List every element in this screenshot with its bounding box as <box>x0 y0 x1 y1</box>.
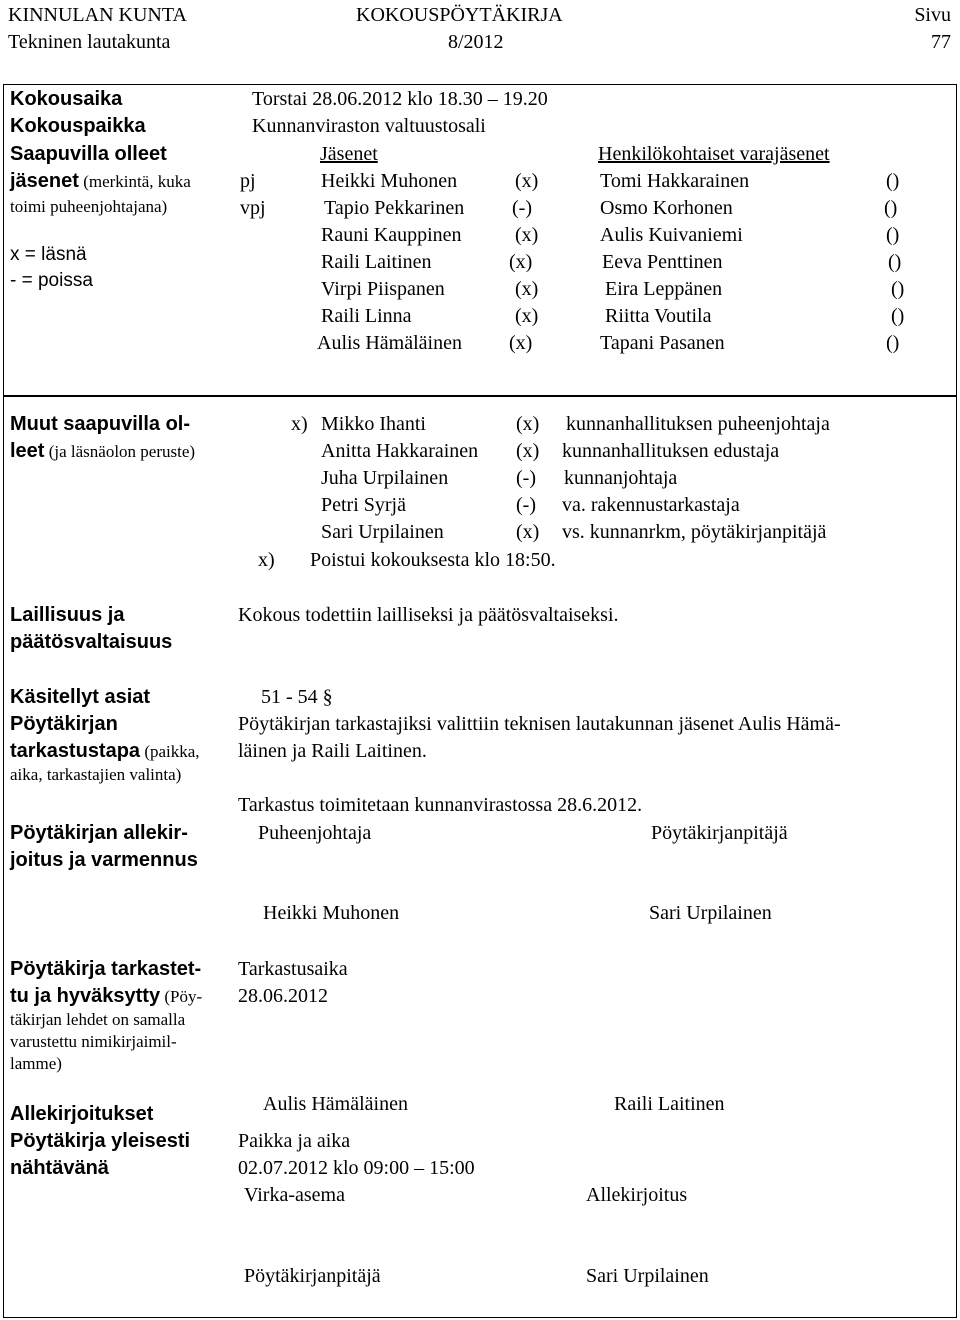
deputy-name: Eira Leppänen <box>605 278 723 300</box>
signer-2: Raili Laitinen <box>614 1093 725 1115</box>
approval-label-rest: (Pöy- <box>160 987 203 1006</box>
deputy-name: Tomi Hakkarainen <box>600 170 750 192</box>
approval-label-line4: varustettu nimikirjaimil- <box>10 1032 177 1051</box>
document-number: 8/2012 <box>448 31 504 53</box>
deputies-header: Henkilökohtaiset varajäsenet <box>598 143 830 165</box>
others-mark: (x) <box>516 440 540 462</box>
attendee-role: vpj <box>240 197 266 219</box>
others-name: Juha Urpilainen <box>321 467 449 489</box>
attendee-mark: (-) <box>512 197 532 219</box>
attendee-member: Virpi Piispanen <box>321 278 445 300</box>
deputy-name: Tapani Pasanen <box>600 332 725 354</box>
committee-name: Tekninen lautakunta <box>8 31 171 53</box>
review-label-line2 <box>10 738 200 764</box>
deputy-mark: () <box>886 224 900 246</box>
public-place-value: 02.07.2012 klo 09:00 – 15:00 <box>238 1157 475 1179</box>
legality-text: Kokous todettiin lailliseksi ja päätösvaltaiseksi. <box>238 604 619 626</box>
meeting-place-label: Kokouspaikka <box>10 115 146 137</box>
others-mark: (-) <box>516 467 536 489</box>
deputy-mark: () <box>888 251 902 273</box>
review-time-value: 28.06.2012 <box>238 985 328 1007</box>
office-title: Virka-asema <box>244 1184 345 1206</box>
attendee-member: Raili Linna <box>321 305 412 327</box>
others-role: kunnanhallituksen edustaja <box>562 440 780 462</box>
deputy-mark: () <box>886 332 900 354</box>
review-text-line2: läinen ja Raili Laitinen. <box>238 740 427 762</box>
page-label: Sivu <box>914 4 951 26</box>
others-name: Sari Urpilainen <box>321 521 444 543</box>
others-row-prefix: x) <box>291 413 308 435</box>
deputy-name: Eeva Penttinen <box>602 251 723 273</box>
attendee-member: Raili Laitinen <box>321 251 432 273</box>
attendee-member: Rauni Kauppinen <box>321 224 462 246</box>
attendee-member: Heikki Muhonen <box>321 170 458 192</box>
deputy-name: Osmo Korhonen <box>600 197 733 219</box>
deputy-mark: () <box>891 305 905 327</box>
attendee-mark: (x) <box>515 305 539 327</box>
others-mark: (-) <box>516 494 536 516</box>
others-note: Poistui kokouksesta klo 18:50. <box>310 549 556 571</box>
attendee-member: Aulis Hämäläinen <box>317 332 462 354</box>
deputy-name: Riitta Voutila <box>605 305 712 327</box>
legend-absent: - = poissa <box>10 270 93 291</box>
approval-label-line3: täkirjan lehdet on samalla <box>10 1010 186 1029</box>
document-type: KOKOUSPÖYTÄKIRJA <box>356 4 563 26</box>
signing-label: Pöytäkirjan allekir- <box>10 822 188 844</box>
public-label-line2: nähtävänä <box>10 1157 109 1179</box>
attendees-label-line3: toimi puheenjohtajana) <box>10 197 168 216</box>
others-label-rest: (ja läsnäolon peruste) <box>44 442 196 461</box>
others-name: Anitta Hakkarainen <box>321 440 479 462</box>
others-label-bold: leet <box>10 440 45 462</box>
others-name: Mikko Ihanti <box>321 413 426 435</box>
others-role: kunnanhallituksen puheenjohtaja <box>566 413 830 435</box>
review-label-line3: aika, tarkastajien valinta) <box>10 765 182 784</box>
municipality-name: KINNULAN KUNTA <box>8 4 187 26</box>
handled-value: 51 - 54 § <box>261 686 333 708</box>
signing-label-line2: joitus ja varmennus <box>10 849 198 871</box>
attendees-label-line2 <box>10 168 191 194</box>
meeting-time-value: Torstai 28.06.2012 klo 18.30 – 19.20 <box>252 88 548 110</box>
review-label-rest: (paikka, <box>140 742 200 761</box>
approval-label-line5: lamme) <box>10 1054 62 1073</box>
deputy-mark: () <box>884 197 898 219</box>
signatures-label: Allekirjoitukset <box>10 1103 154 1125</box>
deputy-mark: () <box>891 278 905 300</box>
review-label: Pöytäkirjan <box>10 713 118 735</box>
others-mark: (x) <box>516 413 540 435</box>
approval-label-bold: tu ja hyväksytty <box>10 985 161 1007</box>
deputy-mark: () <box>886 170 900 192</box>
meeting-place-value: Kunnanviraston valtuustosali <box>252 115 486 137</box>
review-label-bold: tarkastustapa <box>10 740 141 762</box>
others-note-prefix: x) <box>258 549 275 571</box>
secretary-name: Sari Urpilainen <box>649 902 772 924</box>
legend-present: x = läsnä <box>10 244 87 265</box>
review-text-line3: Tarkastus toimitetaan kunnanvirastossa 28.6.2012. <box>238 794 643 816</box>
legality-label: Laillisuus ja <box>10 604 125 626</box>
page-number: 77 <box>931 31 951 53</box>
review-text-line1: Pöytäkirjan tarkastajiksi valittiin teknisen lautakunnan jäsenet Aulis Hämä- <box>238 713 841 735</box>
others-role: kunnanjohtaja <box>564 467 678 489</box>
legality-label-line2: päätösvaltaisuus <box>10 631 173 653</box>
attendee-role: pj <box>240 170 256 192</box>
signature-title: Allekirjoitus <box>586 1184 688 1206</box>
attendees-label-rest: (merkintä, kuka <box>78 172 191 191</box>
attendee-mark: (x) <box>515 278 539 300</box>
attendee-mark: (x) <box>509 251 533 273</box>
secretary-title: Pöytäkirjanpitäjä <box>651 822 788 844</box>
review-time-title: Tarkastusaika <box>238 958 348 980</box>
deputy-name: Aulis Kuivaniemi <box>600 224 743 246</box>
others-mark: (x) <box>516 521 540 543</box>
attendee-mark: (x) <box>509 332 533 354</box>
approval-label-line2 <box>10 983 202 1009</box>
attendees-label-bold: jäsenet <box>10 170 79 192</box>
attendee-mark: (x) <box>515 224 539 246</box>
signer-1: Aulis Hämäläinen <box>263 1093 408 1115</box>
others-name: Petri Syrjä <box>321 494 406 516</box>
handled-label: Käsitellyt asiat <box>10 686 151 708</box>
chair-name: Heikki Muhonen <box>263 902 400 924</box>
meeting-time-label: Kokousaika <box>10 88 123 110</box>
public-label: Pöytäkirja yleisesti <box>10 1130 191 1152</box>
public-place-title: Paikka ja aika <box>238 1130 351 1152</box>
office-value: Pöytäkirjanpitäjä <box>244 1265 381 1287</box>
attendee-mark: (x) <box>515 170 539 192</box>
members-header: Jäsenet <box>320 143 378 165</box>
attendee-member: Tapio Pekkarinen <box>324 197 465 219</box>
others-role: va. rakennustarkastaja <box>562 494 740 516</box>
others-label-line2 <box>10 438 195 464</box>
approval-label: Pöytäkirja tarkastet- <box>10 958 202 980</box>
signature-value: Sari Urpilainen <box>586 1265 709 1287</box>
others-label: Muut saapuvilla ol- <box>10 413 191 435</box>
others-role: vs. kunnanrkm, pöytäkirjanpitäjä <box>562 521 827 543</box>
chair-title: Puheenjohtaja <box>258 822 372 844</box>
attendees-label: Saapuvilla olleet <box>10 143 167 165</box>
